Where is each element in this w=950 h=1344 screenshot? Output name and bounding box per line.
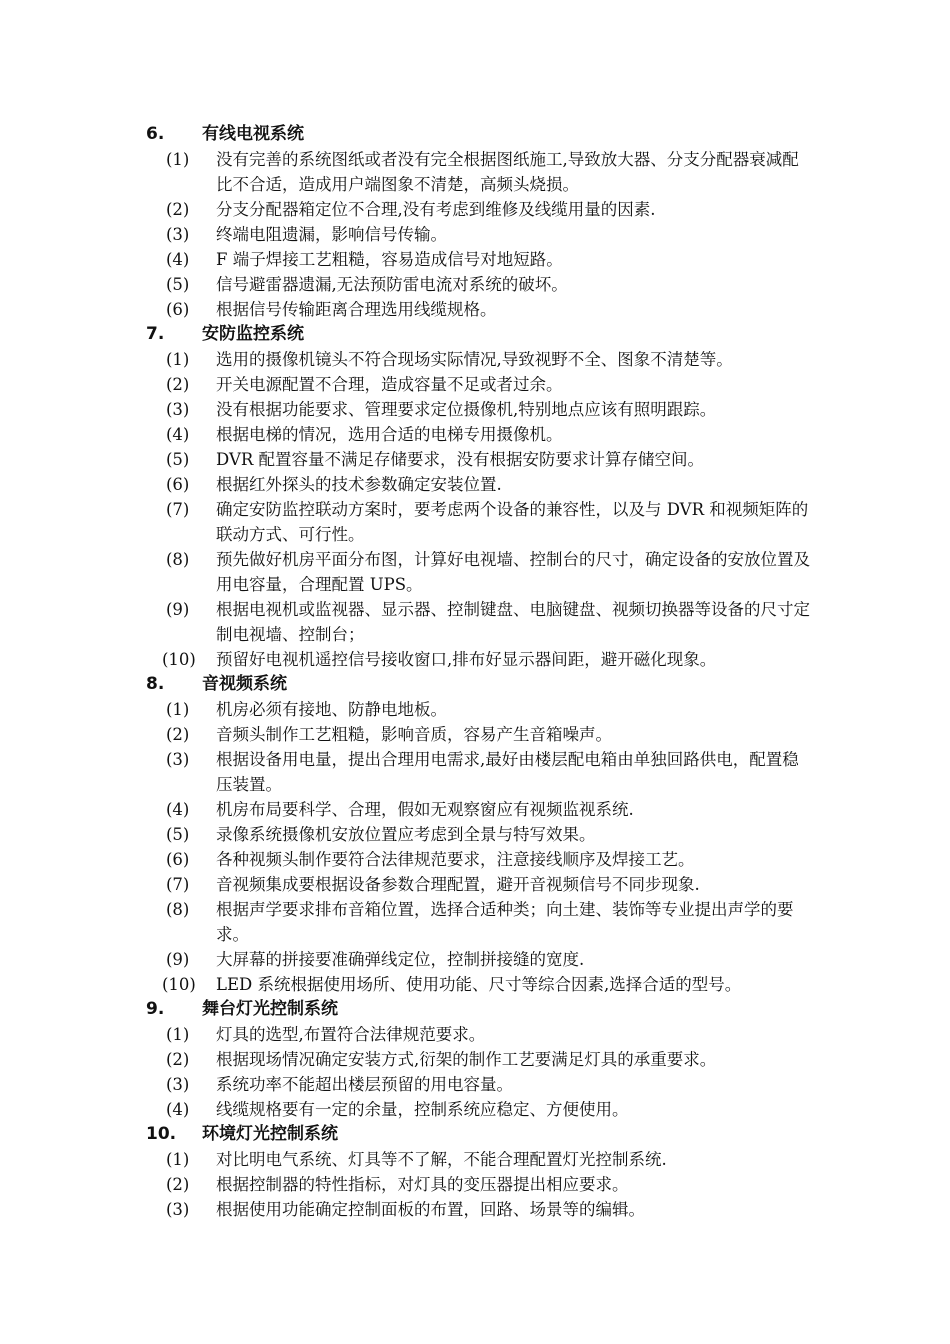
list-item [0,197,812,222]
list-item-text: 音视频集成要根据设备参数合理配置，避开音视频信号不同步现象. [216,875,700,894]
list-item-text: 开关电源配置不合理，造成容量不足或者过余。 [216,375,563,394]
list-item [0,1197,812,1222]
list-item-marker: (10) [162,975,196,994]
list-item-text: 终端电阻遗漏，影响信号传输。 [216,225,447,244]
list-item [0,947,812,972]
list-item-marker: (6) [166,850,190,869]
list-item-marker: (9) [166,600,190,619]
section-heading [0,997,950,1022]
list-item-text: 机房必须有接地、防静电地板。 [216,700,447,719]
list-item-text: 录像系统摄像机安放位置应考虑到全景与特写效果。 [216,825,596,844]
list-item-text: 没有根据功能要求、管理要求定位摄像机,特别地点应该有照明跟踪。 [216,400,717,419]
list-item-marker: (3) [166,225,190,244]
document-body [0,122,950,1222]
list-item [0,647,812,672]
list-item-marker: (3) [166,400,190,419]
list-item-marker: (7) [166,875,190,894]
list-item-text: 预先做好机房平面分布图，计算好电视墙、控制台的尺寸，确定设备的安放位置及用电容量，合理配置 UPS。 [216,550,810,594]
section-number: 9. [146,999,165,1019]
list-item [0,847,812,872]
list-item [0,722,812,747]
list-item-text: 根据电梯的情况，选用合适的电梯专用摄像机。 [216,425,563,444]
list-item-text: 根据声学要求排布音箱位置，选择合适种类；向土建、装饰等专业提出声学的要求。 [216,900,794,944]
section-title: 有线电视系统 [202,124,304,144]
list-item [0,897,812,947]
list-item-marker: (3) [166,1075,190,1094]
section-title: 安防监控系统 [202,324,304,344]
list-item-marker: (1) [166,150,190,169]
list-item [0,1097,812,1122]
list-item [0,1172,812,1197]
list-item-text: 大屏幕的拼接要准确弹线定位，控制拼接缝的宽度. [216,950,585,969]
list-item-text: 根据现场情况确定安装方式,衍架的制作工艺要满足灯具的承重要求。 [216,1050,717,1069]
list-item-text: LED 系统根据使用场所、使用功能、尺寸等综合因素,选择合适的型号。 [216,975,742,994]
list-item [0,272,812,297]
list-item-marker: (8) [166,550,190,569]
list-item [0,447,812,472]
list-item-marker: (1) [166,1025,190,1044]
list-item [0,1147,812,1172]
list-item-text: 预留好电视机遥控信号接收窗口,排布好显示器间距，避开磁化现象。 [216,650,717,669]
list-item [0,422,812,447]
list-item-text: 灯具的选型,布置符合法律规范要求。 [216,1025,486,1044]
list-item-marker: (1) [166,1150,190,1169]
list-item-marker: (2) [166,375,190,394]
list-item-text: 机房布局要科学、合理，假如无观察窗应有视频监视系统. [216,800,634,819]
list-item-marker: (7) [166,500,190,519]
list-item-text: 根据使用功能确定控制面板的布置，回路、场景等的编辑。 [216,1200,645,1219]
list-item-text: 对比明电气系统、灯具等不了解，不能合理配置灯光控制系统. [216,1150,667,1169]
list-item [0,1022,812,1047]
list-item-marker: (5) [166,275,190,294]
list-item-text: 分支分配器箱定位不合理,没有考虑到维修及线缆用量的因素. [216,200,656,219]
list-item-marker: (4) [166,800,190,819]
section-heading [0,322,950,347]
section-heading [0,122,950,147]
list-item [0,247,812,272]
list-item-text: 选用的摄像机镜头不符合现场实际情况,导致视野不全、图象不清楚等。 [216,350,733,369]
list-item-text: 没有完善的系统图纸或者没有完全根据图纸施工,导致放大器、分支分配器衰减配比不合适，造成用户端图象不清楚，高频头烧损。 [216,150,799,194]
section-heading [0,1122,950,1147]
section-heading [0,672,950,697]
list-item [0,372,812,397]
list-item [0,472,812,497]
list-item-text: 根据设备用电量，提出合理用电需求,最好由楼层配电箱由单独回路供电，配置稳压装置。 [216,750,799,794]
list-item-text: 信号避雷器遗漏,无法预防雷电流对系统的破坏。 [216,275,568,294]
list-item-marker: (5) [166,450,190,469]
list-item-marker: (6) [166,300,190,319]
list-item-text: 根据电视机或监视器、显示器、控制键盘、电脑键盘、视频切换器等设备的尺寸定制电视墙、控制台； [216,600,810,644]
section-number: 6. [146,124,165,144]
list-item-text: 根据信号传输距离合理选用线缆规格。 [216,300,497,319]
list-item [0,597,812,647]
list-item-marker: (6) [166,475,190,494]
list-item [0,747,812,797]
list-item [0,497,812,547]
list-item-marker: (4) [166,250,190,269]
list-item [0,972,812,997]
list-item [0,547,812,597]
list-item-marker: (2) [166,1050,190,1069]
list-item-marker: (9) [166,950,190,969]
list-item [0,222,812,247]
list-item-text: 系统功率不能超出楼层预留的用电容量。 [216,1075,513,1094]
list-item-marker: (3) [166,750,190,769]
list-item-marker: (3) [166,1200,190,1219]
list-item [0,822,812,847]
list-item [0,147,812,197]
list-item [0,1047,812,1072]
list-item-text: 确定安防监控联动方案时，要考虑两个设备的兼容性，以及与 DVR 和视频矩阵的联动方式、可行性。 [216,500,809,544]
list-item-marker: (2) [166,200,190,219]
list-item [0,697,812,722]
list-item-text: 根据控制器的特性指标，对灯具的变压器提出相应要求。 [216,1175,629,1194]
list-item-marker: (4) [166,1100,190,1119]
list-item-text: 根据红外探头的技术参数确定安装位置. [216,475,502,494]
list-item-marker: (10) [162,650,196,669]
list-item-marker: (1) [166,350,190,369]
list-item-marker: (1) [166,700,190,719]
section-title: 环境灯光控制系统 [202,1124,338,1144]
list-item-text: F 端子焊接工艺粗糙，容易造成信号对地短路。 [216,250,563,269]
list-item [0,1072,812,1097]
list-item-text: 各种视频头制作要符合法律规范要求，注意接线顺序及焊接工艺。 [216,850,695,869]
section-title: 舞台灯光控制系统 [202,999,338,1019]
list-item-marker: (4) [166,425,190,444]
list-item [0,797,812,822]
section-number: 7. [146,324,165,344]
list-item-text: DVR 配置容量不满足存储要求，没有根据安防要求计算存储空间。 [216,450,705,469]
list-item-marker: (5) [166,825,190,844]
list-item [0,872,812,897]
list-item [0,347,812,372]
section-number: 8. [146,674,165,694]
list-item-marker: (8) [166,900,190,919]
list-item-marker: (2) [166,1175,190,1194]
section-title: 音视频系统 [202,674,287,694]
list-item [0,397,812,422]
section-number: 10. [146,1124,177,1144]
list-item [0,297,812,322]
list-item-text: 音频头制作工艺粗糙，影响音质，容易产生音箱噪声。 [216,725,612,744]
list-item-marker: (2) [166,725,190,744]
list-item-text: 线缆规格要有一定的余量，控制系统应稳定、方便使用。 [216,1100,629,1119]
